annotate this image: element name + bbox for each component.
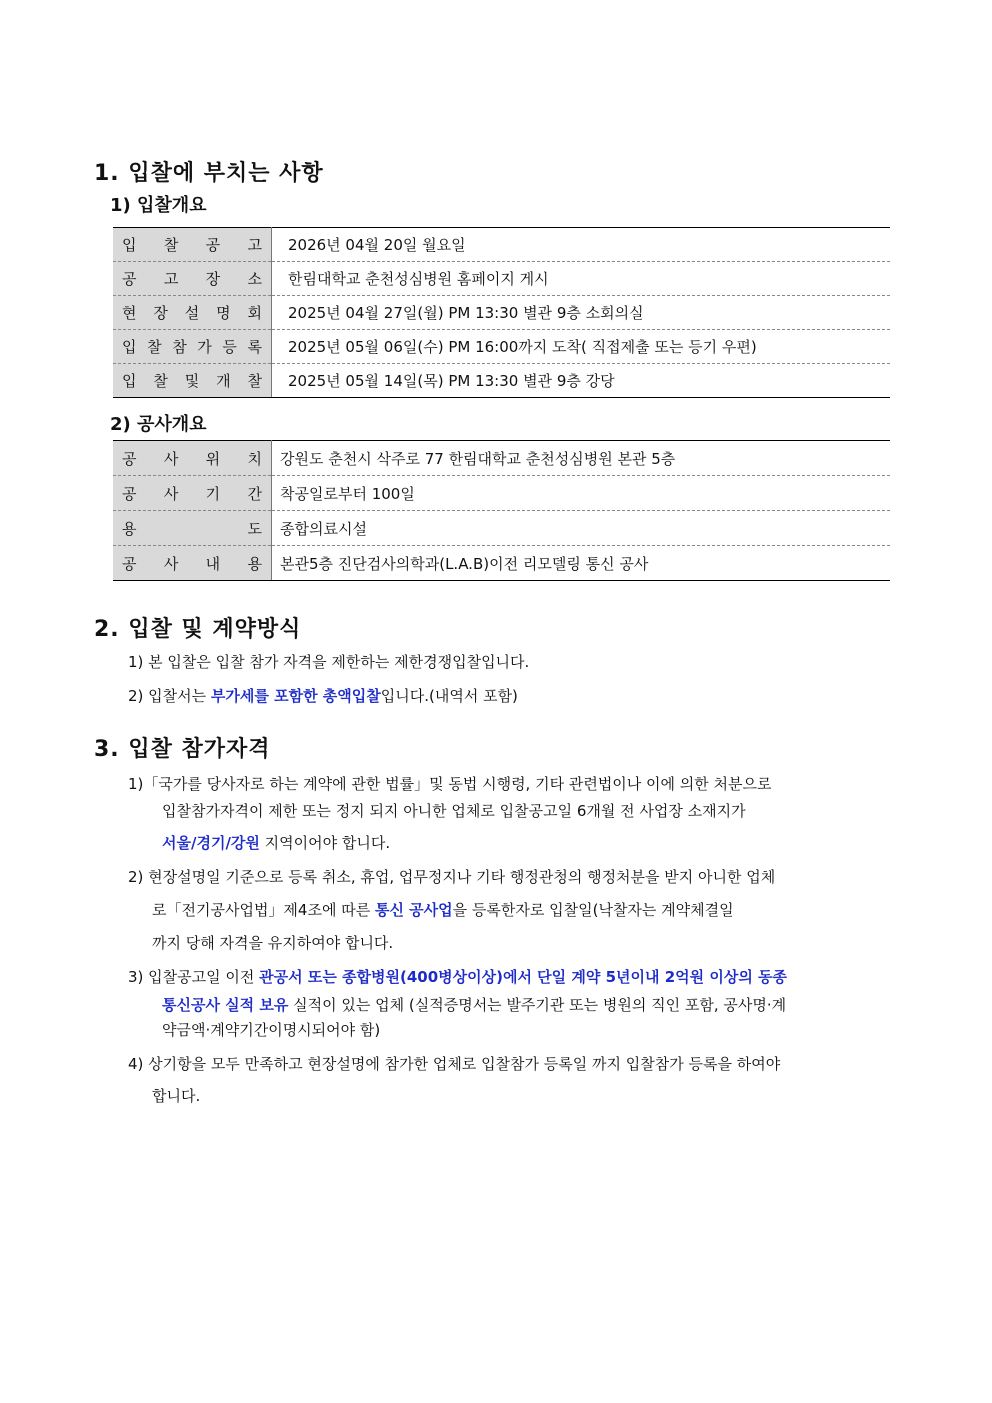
row-value: 종합의료시설 (272, 511, 891, 546)
item2-post: 입니다.(내역서 포함) (380, 687, 518, 705)
label-char: 고 (247, 236, 262, 254)
region-emphasis: 서울/경기/강원 (162, 834, 260, 852)
label-char: 사 (163, 554, 179, 573)
label-char: 회 (247, 304, 262, 322)
row-label (113, 364, 272, 398)
item2-line2-pre: 로「전기공사업법」제4조에 따른 (152, 901, 375, 919)
label-char: 공 (205, 236, 221, 254)
section3-item2-line2 (152, 900, 734, 920)
row-value: 2025년 05월 14일(목) PM 13:30 별관 9층 강당 (272, 364, 891, 398)
section2-item2 (128, 686, 518, 706)
label-char: 공 (122, 484, 137, 503)
row-label (113, 296, 272, 330)
table-row (113, 476, 890, 511)
section3-item2-line3: 까지 당해 자격을 유지하여야 합니다. (152, 934, 394, 952)
row-value: 2025년 05월 06일(수) PM 16:00까지 도착( 직접제출 또는 등기 우편) (272, 330, 891, 364)
label-char: 및 (184, 372, 200, 390)
section3-item3-line1 (128, 967, 787, 987)
item3-pre: 3) 입찰공고일 이전 (128, 968, 260, 986)
table-row (113, 262, 890, 296)
table-row (113, 441, 890, 476)
section3-item3-line3: 약금액·계약기간이명시되어야 함) (162, 1021, 381, 1039)
label-char: 용 (247, 554, 262, 573)
label-char: 설 (184, 304, 200, 322)
row-value: 2026년 04월 20일 월요일 (272, 228, 891, 262)
row-label (113, 441, 272, 476)
label-char: 개 (216, 372, 231, 390)
section1-title: 1. 입찰에 부치는 사항 (94, 161, 324, 186)
row-value: 착공일로부터 100일 (272, 476, 891, 511)
table-row (113, 228, 890, 262)
bid-overview-table (113, 227, 890, 398)
label-char: 치 (247, 449, 262, 468)
row-value: 2025년 04월 27일(월) PM 13:30 별관 9층 소회의실 (272, 296, 891, 330)
label-char: 소 (247, 270, 262, 288)
item2-emphasis: 부가세를 포함한 총액입찰 (210, 687, 381, 705)
row-value: 한림대학교 춘천성심병원 홈페이지 게시 (272, 262, 891, 296)
label-char: 장 (153, 304, 168, 322)
label-char: 위 (205, 449, 221, 468)
section1-sub1: 1) 입찰개요 (110, 195, 207, 216)
section2-title: 2. 입찰 및 계약방식 (94, 617, 302, 642)
section3-item1-line3 (162, 833, 390, 853)
row-label (113, 476, 272, 511)
section2-item1: 1) 본 입찰은 입찰 참가 자격을 제한하는 제한경쟁입찰입니다. (128, 653, 530, 671)
label-char: 찰 (247, 372, 262, 390)
label-char: 록 (247, 338, 262, 356)
label-char: 사 (163, 449, 179, 468)
section3-item1-line1: 1)「국가를 당사자로 하는 계약에 관한 법률」및 동법 시행령, 기타 관련법이나 이에 의한 처분으로 (128, 775, 772, 793)
row-label (113, 546, 272, 581)
performance-emphasis-2: 통신공사 실적 보유 (162, 996, 289, 1014)
label-char: 가 (197, 338, 212, 356)
label-char: 도 (247, 519, 262, 538)
section3-title: 3. 입찰 참가자격 (94, 737, 271, 762)
table-row (113, 364, 890, 398)
row-label (113, 262, 272, 296)
table-row (113, 511, 890, 546)
table-row (113, 330, 890, 364)
row-value: 강원도 춘천시 삭주로 77 한림대학교 춘천성심병원 본관 5층 (272, 441, 891, 476)
label-char: 찰 (163, 236, 179, 254)
label-char: 명 (216, 304, 231, 322)
label-char: 찰 (153, 372, 168, 390)
section3-item4-line1: 4) 상기항을 모두 만족하고 현장설명에 참가한 업체로 입찰참가 등록일 까지 입찰참가 등록을 하여야 (128, 1055, 781, 1073)
label-char: 고 (163, 270, 179, 288)
label-char: 공 (122, 270, 137, 288)
label-char: 내 (205, 554, 221, 573)
section3-item3-line2 (162, 995, 786, 1015)
label-char: 등 (222, 338, 237, 356)
label-char: 입 (122, 372, 137, 390)
label-char: 입 (122, 236, 137, 254)
label-char: 기 (205, 484, 221, 503)
license-emphasis: 통신 공사업 (374, 901, 453, 919)
row-label (113, 228, 272, 262)
row-value: 본관5층 진단검사의학과(L.A.B)이전 리모델링 통신 공사 (272, 546, 891, 581)
table-row (113, 296, 890, 330)
label-char: 장 (205, 270, 221, 288)
performance-emphasis-1: 관공서 또는 종합병원(400병상이상)에서 단일 계약 5년이내 2억원 이상의 동종 (259, 968, 788, 986)
label-char: 공 (122, 449, 137, 468)
label-char: 현 (122, 304, 137, 322)
construction-overview-table (113, 440, 890, 581)
label-char: 사 (163, 484, 179, 503)
section3-item1-line2: 입찰참가자격이 제한 또는 정지 되지 아니한 업체로 입찰공고일 6개월 전 사업장 소재지가 (162, 802, 746, 820)
row-label (113, 330, 272, 364)
label-char: 용 (122, 519, 137, 538)
section1-sub2: 2) 공사개요 (110, 414, 207, 435)
label-char: 입 (122, 338, 137, 356)
label-char: 간 (247, 484, 262, 503)
label-char: 참 (172, 338, 187, 356)
table-row (113, 546, 890, 581)
row-label (113, 511, 272, 546)
label-char: 공 (122, 554, 137, 573)
item2-line2-post: 을 등록한자로 입찰일(낙찰자는 계약체결일 (452, 901, 734, 919)
region-post: 지역이어야 합니다. (259, 834, 391, 852)
section3-item4-line2: 합니다. (152, 1087, 201, 1105)
label-char: 찰 (147, 338, 162, 356)
item3-line2-post: 실적이 있는 업체 (실적증명서는 발주기관 또는 병원의 직인 포함, 공사명·계 (288, 996, 787, 1014)
item2-pre: 2) 입찰서는 (128, 687, 211, 705)
section3-item2-line1: 2) 현장설명일 기준으로 등록 취소, 휴업, 업무정지나 기타 행정관청의 행정처분을 받지 아니한 업체 (128, 868, 776, 886)
